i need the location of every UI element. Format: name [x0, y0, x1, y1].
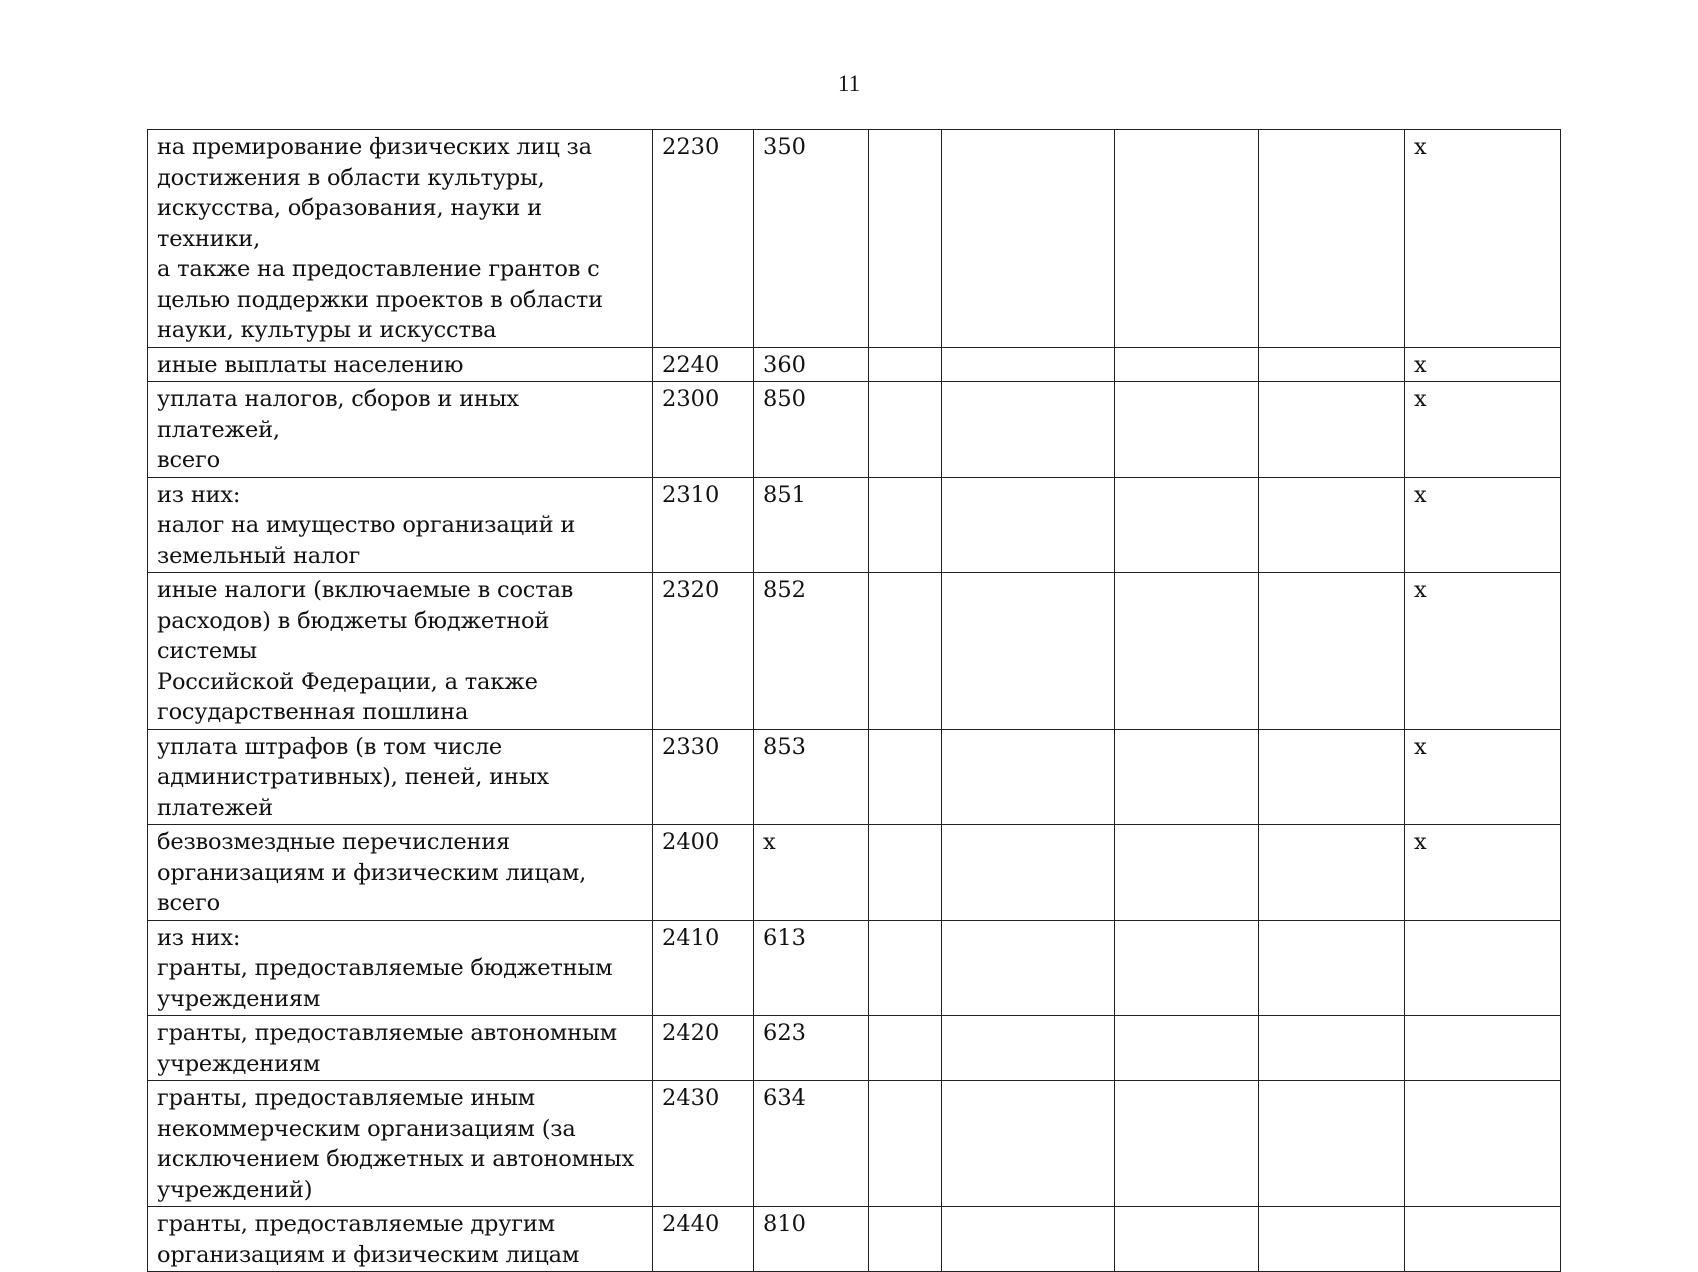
row-empty-value-cell	[942, 477, 1115, 573]
row-description-line: а также на предоставление грантов с	[157, 256, 600, 282]
row-empty-value-cell	[1259, 1016, 1405, 1081]
table-row	[148, 1016, 1561, 1081]
row-empty-value-cell	[1259, 1207, 1405, 1272]
row-description-line: иные выплаты населению	[157, 351, 464, 378]
row-empty-value-cell	[869, 1081, 942, 1207]
table-row	[148, 477, 1561, 573]
row-empty-value-cell	[869, 382, 942, 478]
row-line-code-cell: 2410	[653, 920, 754, 1016]
row-line-code-cell: 2240	[653, 347, 754, 382]
row-empty-value-cell	[869, 825, 942, 921]
row-empty-value-cell	[869, 477, 942, 573]
row-kbk-code-cell: 853	[754, 729, 869, 825]
row-line-code-cell: 2300	[653, 382, 754, 478]
row-empty-value-cell	[942, 130, 1115, 348]
row-empty-value-cell	[942, 573, 1115, 730]
row-kbk-code-cell: 634	[754, 1081, 869, 1207]
row-kbk-code-cell: 810	[754, 1207, 869, 1272]
row-description-line: иные налоги (включаемые в состав	[157, 577, 574, 603]
table-body	[148, 130, 1561, 1272]
row-description-line: искусства, образования, науки и техники,	[157, 195, 542, 252]
row-description-line: Российской Федерации, а также	[157, 668, 538, 695]
row-description-line: налог на имущество организаций и	[157, 512, 576, 538]
row-empty-value-cell	[942, 1207, 1115, 1272]
row-description-cell	[148, 920, 653, 1016]
row-kbk-code-cell: 623	[754, 1016, 869, 1081]
row-empty-value-cell	[1115, 573, 1259, 730]
row-empty-value-cell	[1259, 729, 1405, 825]
row-description-line: уплата налогов, сборов и иных платежей,	[157, 386, 519, 443]
row-description-cell	[148, 347, 653, 382]
row-line-code-cell: 2420	[653, 1016, 754, 1081]
row-mark-cell: х	[1405, 573, 1561, 730]
row-mark-cell: х	[1405, 382, 1561, 478]
row-empty-value-cell	[869, 1207, 942, 1272]
row-description-line: из них:	[157, 481, 241, 508]
table-row	[148, 573, 1561, 730]
row-empty-value-cell	[1115, 825, 1259, 921]
row-line-code-cell: 2400	[653, 825, 754, 921]
row-empty-value-cell	[1259, 825, 1405, 921]
row-empty-value-cell	[1115, 477, 1259, 573]
row-empty-value-cell	[942, 825, 1115, 921]
row-description-line: всего	[157, 447, 220, 473]
row-empty-value-cell	[869, 347, 942, 382]
row-empty-value-cell	[1259, 130, 1405, 348]
row-description-line: достижения в области культуры,	[157, 164, 545, 191]
row-kbk-code-cell: х	[754, 825, 869, 921]
row-empty-value-cell	[1259, 1081, 1405, 1207]
row-mark-cell: х	[1405, 477, 1561, 573]
row-line-code-cell: 2310	[653, 477, 754, 573]
row-description-line: организациям и физическим лицам, всего	[157, 859, 587, 916]
row-description-cell	[148, 825, 653, 921]
row-line-code-cell: 2320	[653, 573, 754, 730]
row-description-line: на премирование физических лиц за	[157, 134, 592, 160]
budget-expenditure-table	[147, 129, 1561, 1272]
row-description-line: гранты, предоставляемые иным	[157, 1085, 535, 1111]
row-empty-value-cell	[869, 729, 942, 825]
row-empty-value-cell	[1115, 1016, 1259, 1081]
row-description-line: учреждениям	[157, 1050, 321, 1077]
row-description-cell	[148, 573, 653, 730]
row-description-cell	[148, 382, 653, 478]
row-empty-value-cell	[1259, 382, 1405, 478]
row-kbk-code-cell: 613	[754, 920, 869, 1016]
row-description-line: учреждениям	[157, 985, 321, 1012]
row-empty-value-cell	[942, 1016, 1115, 1081]
row-empty-value-cell	[942, 920, 1115, 1016]
row-kbk-code-cell: 360	[754, 347, 869, 382]
row-description-line: целью поддержки проектов в области	[157, 286, 603, 313]
row-mark-cell	[1405, 1081, 1561, 1207]
row-mark-cell	[1405, 1207, 1561, 1272]
row-empty-value-cell	[1115, 1081, 1259, 1207]
row-empty-value-cell	[942, 382, 1115, 478]
row-description-line: гранты, предоставляемые другим	[157, 1211, 555, 1237]
row-description-line: административных), пеней, иных	[157, 764, 549, 790]
row-description-cell	[148, 1207, 653, 1272]
row-description-line: уплата штрафов (в том числе	[157, 733, 503, 760]
row-mark-cell: х	[1405, 130, 1561, 348]
row-kbk-code-cell: 851	[754, 477, 869, 573]
row-description-line: гранты, предоставляемые бюджетным	[157, 955, 613, 981]
row-empty-value-cell	[869, 1016, 942, 1081]
row-line-code-cell: 2230	[653, 130, 754, 348]
table-row	[148, 382, 1561, 478]
row-description-line: расходов) в бюджеты бюджетной системы	[157, 607, 550, 664]
row-mark-cell	[1405, 920, 1561, 1016]
row-empty-value-cell	[869, 130, 942, 348]
row-description-line: платежей	[157, 794, 273, 821]
row-empty-value-cell	[869, 920, 942, 1016]
row-description-cell	[148, 729, 653, 825]
row-empty-value-cell	[942, 1081, 1115, 1207]
row-line-code-cell: 2330	[653, 729, 754, 825]
row-description-line: науки, культуры и искусства	[157, 317, 497, 343]
table-row	[148, 1207, 1561, 1272]
row-description-line: гранты, предоставляемые автономным	[157, 1020, 617, 1046]
row-kbk-code-cell: 850	[754, 382, 869, 478]
table-row	[148, 1081, 1561, 1207]
table-row	[148, 347, 1561, 382]
row-description-line: земельный налог	[157, 542, 361, 569]
row-mark-cell: х	[1405, 729, 1561, 825]
row-description-cell	[148, 477, 653, 573]
page-number: 11	[837, 71, 861, 96]
row-description-line: учреждений)	[157, 1176, 313, 1203]
row-description-cell	[148, 1081, 653, 1207]
row-empty-value-cell	[1259, 347, 1405, 382]
row-empty-value-cell	[942, 347, 1115, 382]
row-empty-value-cell	[869, 573, 942, 730]
row-kbk-code-cell: 852	[754, 573, 869, 730]
table-row	[148, 825, 1561, 921]
row-kbk-code-cell: 350	[754, 130, 869, 348]
row-empty-value-cell	[1259, 477, 1405, 573]
row-line-code-cell: 2440	[653, 1207, 754, 1272]
row-line-code-cell: 2430	[653, 1081, 754, 1207]
row-mark-cell: х	[1405, 347, 1561, 382]
row-description-line: из них:	[157, 924, 241, 951]
table-row	[148, 130, 1561, 348]
table-row	[148, 729, 1561, 825]
row-empty-value-cell	[1115, 1207, 1259, 1272]
row-description-cell	[148, 1016, 653, 1081]
row-mark-cell: х	[1405, 825, 1561, 921]
row-description-cell	[148, 130, 653, 348]
row-description-line: исключением бюджетных и автономных	[157, 1146, 634, 1172]
row-description-line: некоммерческим организациям (за	[157, 1115, 576, 1142]
row-empty-value-cell	[1115, 920, 1259, 1016]
row-description-line: государственная пошлина	[157, 699, 469, 725]
row-description-line: организациям и физическим лицам	[157, 1241, 580, 1268]
row-empty-value-cell	[1115, 382, 1259, 478]
row-mark-cell	[1405, 1016, 1561, 1081]
row-empty-value-cell	[1115, 729, 1259, 825]
table-row	[148, 920, 1561, 1016]
row-empty-value-cell	[942, 729, 1115, 825]
row-empty-value-cell	[1259, 573, 1405, 730]
row-empty-value-cell	[1115, 130, 1259, 348]
row-description-line: безвозмездные перечисления	[157, 829, 511, 855]
row-empty-value-cell	[1259, 920, 1405, 1016]
row-empty-value-cell	[1115, 347, 1259, 382]
